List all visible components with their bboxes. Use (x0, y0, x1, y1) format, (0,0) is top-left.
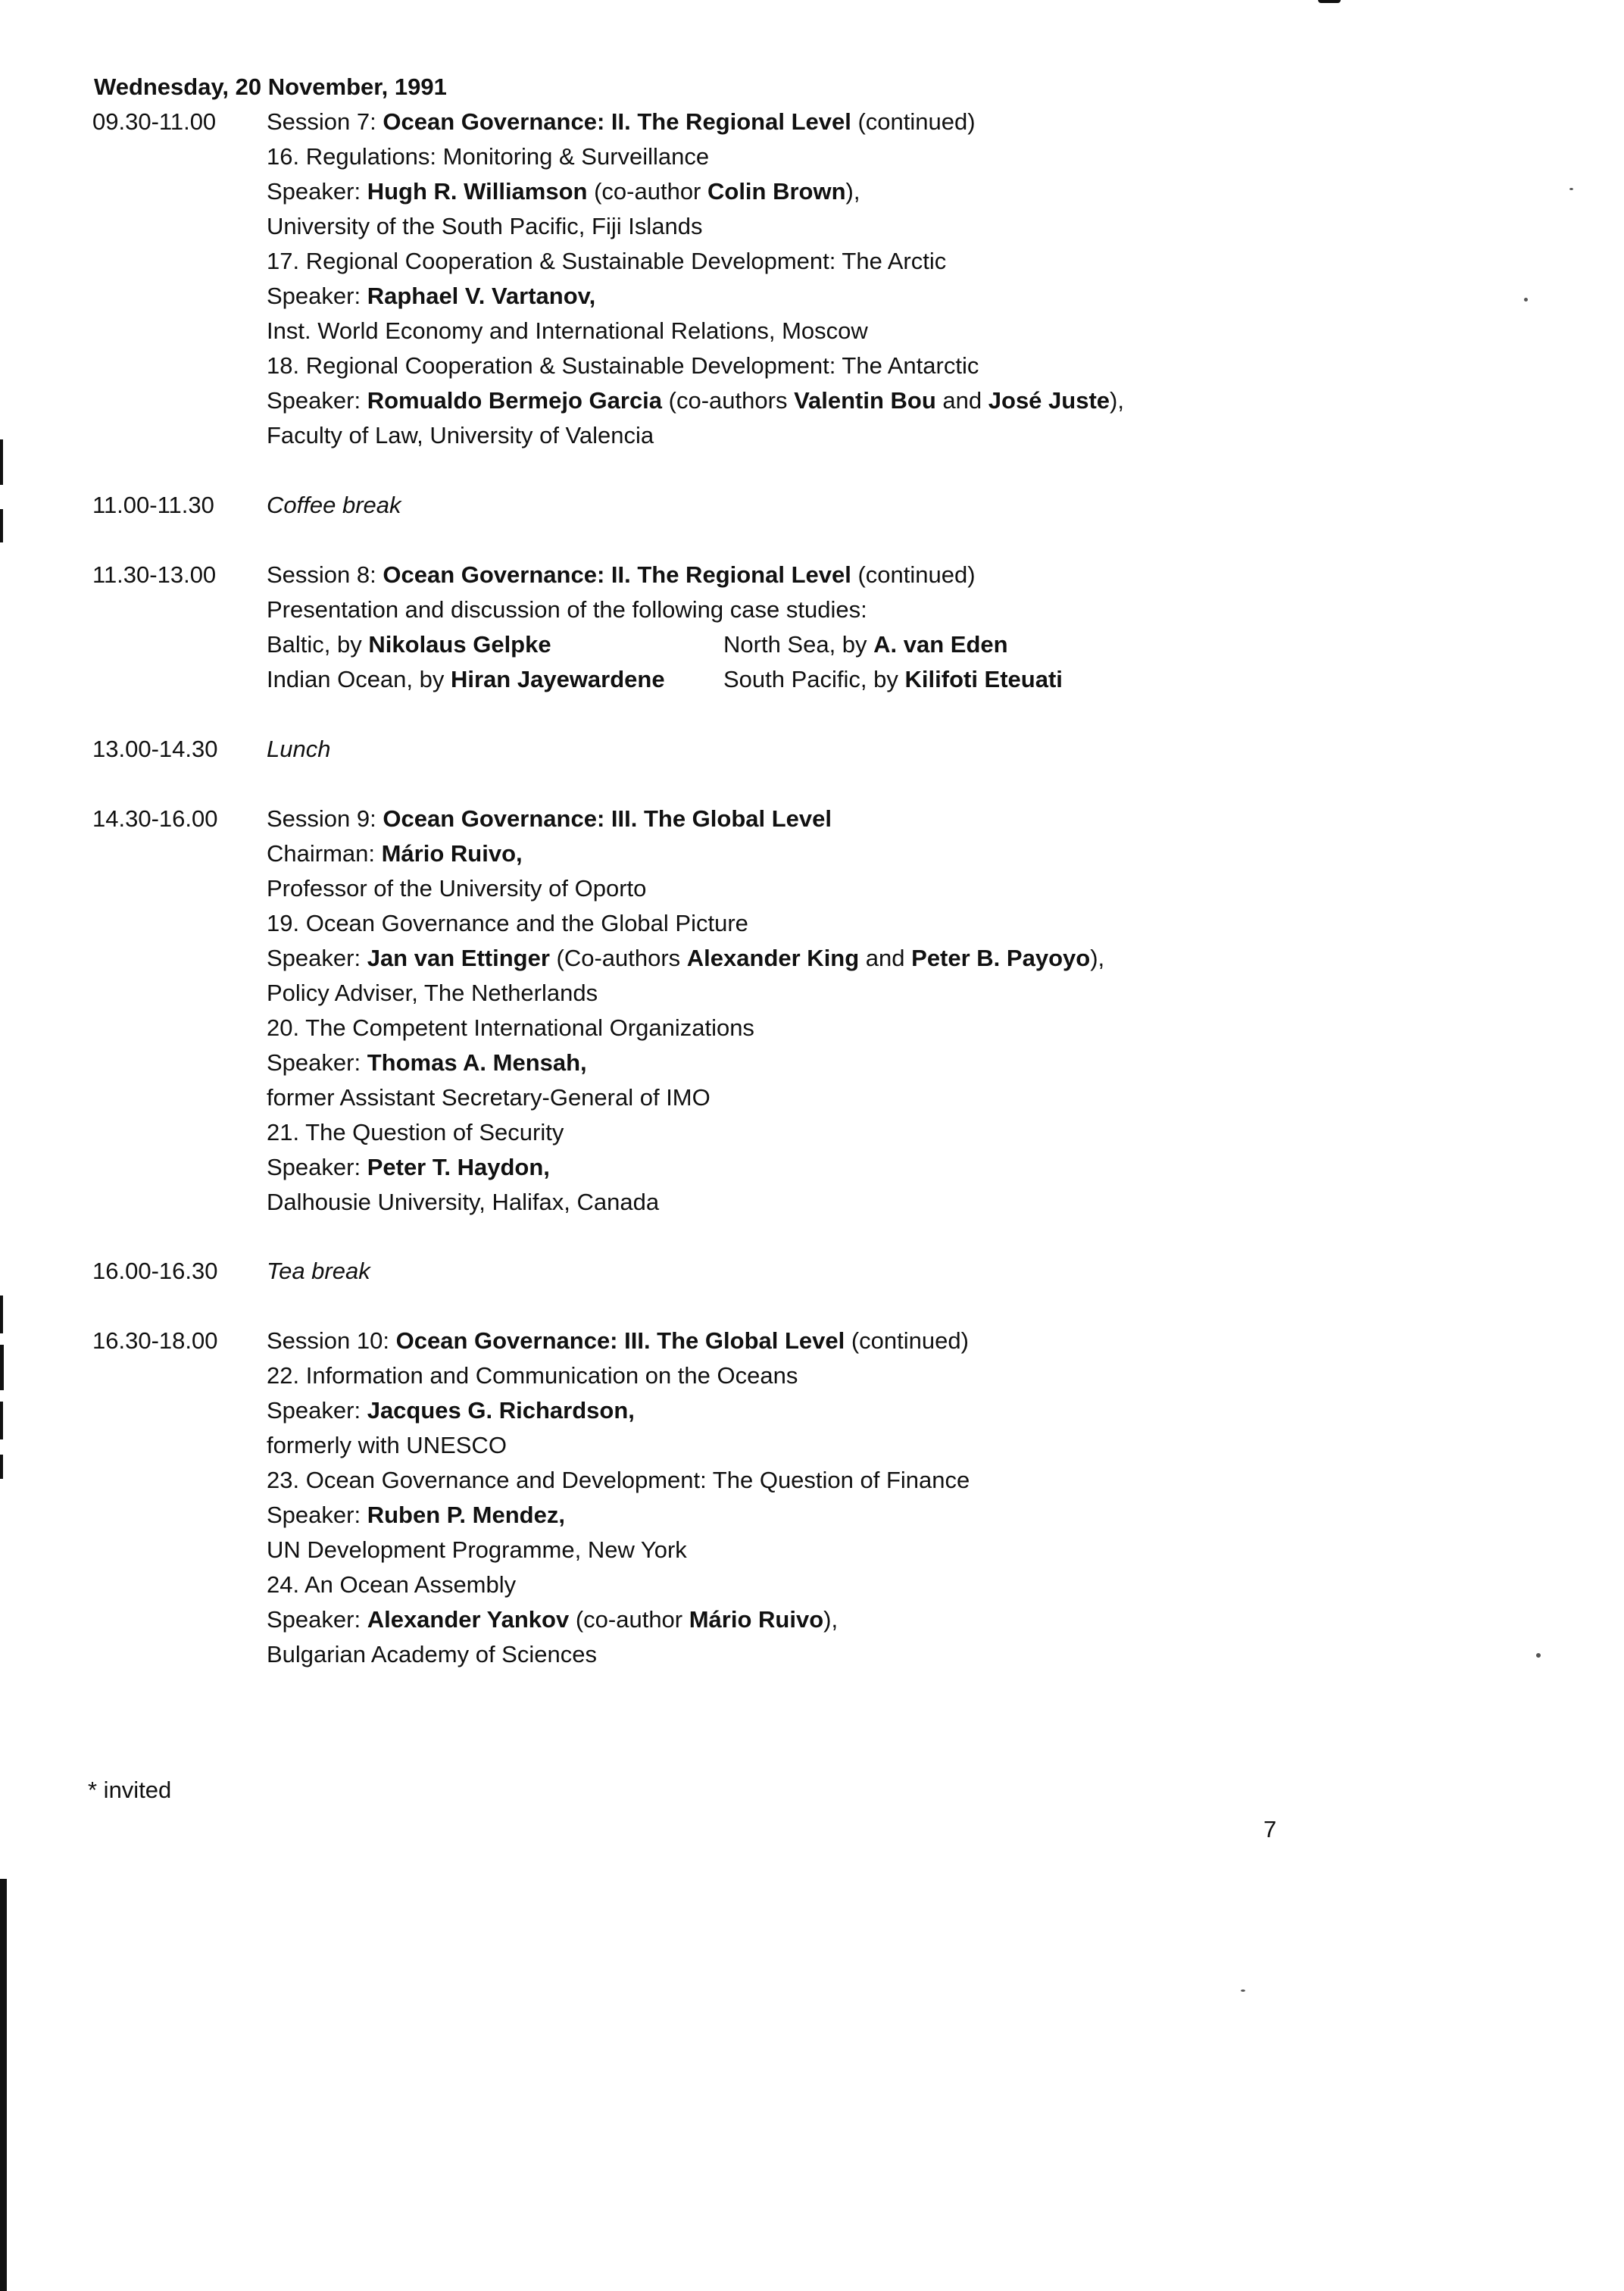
text-run: (continued) (851, 108, 976, 135)
schedule-line (267, 279, 1554, 314)
text-run: UN Development Programme, New York (267, 1536, 687, 1563)
text-run: (co-author (587, 178, 707, 205)
text-run: (continued) (851, 561, 976, 588)
bold-text-run: Ocean Governance: II. The Regional Level (383, 561, 851, 588)
text-run: formerly with UNESCO (267, 1432, 507, 1458)
schedule-line (267, 592, 1554, 627)
session-lines (267, 105, 1554, 453)
session-lines (267, 802, 1554, 1220)
scan-mark (1318, 0, 1341, 3)
schedule-line (267, 383, 1554, 418)
schedule-line (267, 105, 1554, 139)
scan-speck (1241, 1989, 1245, 1992)
text-run: (co-authors (662, 387, 795, 414)
scan-mark (0, 1345, 4, 1390)
time-slot: 09.30-11.00 (92, 108, 217, 135)
text-run: 20. The Competent International Organizations (267, 1014, 754, 1041)
bold-text-run: Mário Ruivo (689, 1606, 824, 1633)
text-run: University of the South Pacific, Fiji Islands (267, 213, 703, 239)
schedule-line (267, 627, 1554, 662)
schedule-line (267, 1185, 1554, 1220)
text-run: Baltic, by (267, 631, 369, 658)
schedule-line (267, 244, 1554, 279)
text-run: 18. Regional Cooperation & Sustainable Development: The Antarctic (267, 352, 979, 379)
scan-speck (1524, 298, 1528, 302)
bold-text-run: Thomas A. Mensah, (367, 1049, 587, 1076)
text-run: 16. Regulations: Monitoring & Surveillance (267, 143, 710, 170)
text-run: Speaker: (267, 178, 367, 205)
text-run: Speaker: (267, 1049, 367, 1076)
bold-text-run: Alexander Yankov (367, 1606, 570, 1633)
schedule-line (267, 1324, 1554, 1358)
schedule-line (267, 802, 1554, 836)
text-run: Inst. World Economy and International Relations, Moscow (267, 317, 868, 344)
text-run: Chairman: (267, 840, 382, 867)
schedule-line (267, 1567, 1554, 1602)
bold-text-run: Ruben P. Mendez, (367, 1502, 565, 1528)
schedule-line (267, 488, 1554, 523)
text-run: ), (1090, 945, 1105, 971)
text-run: Speaker: (267, 1606, 367, 1633)
schedule-line (267, 348, 1554, 383)
text-run: Speaker: (267, 1397, 367, 1424)
session-lines (267, 558, 1554, 697)
bold-text-run: Valentin Bou (794, 387, 936, 414)
time-slot: 13.00-14.30 (92, 736, 218, 762)
text-run: 24. An Ocean Assembly (267, 1571, 517, 1598)
schedule-line (267, 941, 1554, 976)
text-run: Professor of the University of Oporto (267, 875, 647, 902)
scan-mark (0, 509, 3, 542)
schedule-line (267, 1011, 1554, 1045)
schedule-line (267, 1428, 1554, 1463)
schedule-line (267, 174, 1554, 209)
bold-text-run: Mário Ruivo, (381, 840, 523, 867)
session-lines (267, 1254, 1554, 1289)
bold-text-run: Peter T. Haydon, (367, 1154, 550, 1180)
time-slot: 14.30-16.00 (92, 805, 218, 832)
text-run: Speaker: (267, 283, 367, 309)
text-run: Dalhousie University, Halifax, Canada (267, 1189, 660, 1215)
text-run: Session 7: (267, 108, 383, 135)
time-slot: 11.30-13.00 (92, 561, 217, 588)
schedule-line (267, 1080, 1554, 1115)
footnote: * invited (88, 1777, 172, 1803)
text-run: Speaker: (267, 1502, 367, 1528)
schedule-line (267, 1393, 1554, 1428)
schedule-line (267, 1254, 1554, 1289)
text-run: Faculty of Law, University of Valencia (267, 422, 654, 449)
scan-mark (0, 1402, 3, 1439)
time-slot: 11.00-11.30 (92, 492, 214, 518)
schedule-line (267, 976, 1554, 1011)
schedule-line (267, 1498, 1554, 1533)
text-run: South Pacific, by (723, 666, 905, 692)
bold-text-run: A. van Eden (873, 631, 1008, 658)
text-run: Presentation and discussion of the following case studies: (267, 596, 867, 623)
schedule-line (267, 1637, 1554, 1672)
bold-text-run: Hiran Jayewardene (451, 666, 665, 692)
text-run: 22. Information and Communication on the Oceans (267, 1362, 798, 1389)
text-run: 23. Ocean Governance and Development: The Question of Finance (267, 1467, 970, 1493)
italic-text-run: Lunch (267, 736, 331, 762)
schedule-line (267, 1463, 1554, 1498)
scan-speck (1569, 188, 1573, 190)
schedule-line (267, 836, 1554, 871)
bold-text-run: Ocean Governance: III. The Global Level (395, 1327, 845, 1354)
text-run: Session 10: (267, 1327, 396, 1354)
schedule-line (267, 418, 1554, 453)
scan-mark (0, 1455, 3, 1479)
text-run: Speaker: (267, 1154, 367, 1180)
text-run: ), (1110, 387, 1124, 414)
text-run: Session 8: (267, 561, 383, 588)
bold-text-run: Hugh R. Williamson (367, 178, 588, 205)
text-run: (Co-authors (549, 945, 687, 971)
schedule-line (267, 732, 1554, 767)
bold-text-run: Peter B. Payoyo (911, 945, 1091, 971)
bold-text-run: Kilifoti Eteuati (904, 666, 1063, 692)
session-lines (267, 732, 1554, 767)
bold-text-run: Jacques G. Richardson, (367, 1397, 635, 1424)
bold-text-run: Ocean Governance: III. The Global Level (383, 805, 832, 832)
text-run: (co-author (569, 1606, 689, 1633)
text-run: Indian Ocean, by (267, 666, 451, 692)
schedule-line (267, 871, 1554, 906)
schedule-line (267, 906, 1554, 941)
text-run: and (935, 387, 988, 414)
scan-mark (0, 1296, 3, 1333)
schedule-line (267, 1602, 1554, 1637)
text-run: 17. Regional Cooperation & Sustainable Development: The Arctic (267, 248, 947, 274)
text-run: North Sea, by (723, 631, 874, 658)
time-slot: 16.30-18.00 (92, 1327, 218, 1354)
session-lines (267, 1324, 1554, 1672)
case-study-second-column (723, 662, 1063, 697)
text-run: and (859, 945, 912, 971)
schedule-line (267, 1045, 1554, 1080)
italic-text-run: Coffee break (267, 492, 401, 518)
schedule-line (267, 662, 1554, 697)
text-run: 19. Ocean Governance and the Global Picture (267, 910, 748, 936)
scan-mark (0, 439, 3, 485)
scan-speck (1536, 1653, 1541, 1658)
text-run: former Assistant Secretary-General of IMO (267, 1084, 710, 1111)
text-run: (continued) (845, 1327, 969, 1354)
bold-text-run: Alexander King (686, 945, 860, 971)
schedule-line (267, 1115, 1554, 1150)
time-slot: 16.00-16.30 (92, 1258, 218, 1284)
schedule-line (267, 558, 1554, 592)
page-number: 7 (1263, 1816, 1277, 1842)
italic-text-run: Tea break (267, 1258, 370, 1284)
text-run: Bulgarian Academy of Sciences (267, 1641, 597, 1667)
bold-text-run: Jan van Ettinger (367, 945, 550, 971)
case-study-second-column (723, 627, 1008, 662)
bold-text-run: Romualdo Bermejo Garcia (367, 387, 663, 414)
schedule-line (267, 1358, 1554, 1393)
text-run: ), (823, 1606, 839, 1633)
bold-text-run: Colin Brown (707, 178, 846, 205)
bold-text-run: Nikolaus Gelpke (368, 631, 551, 658)
bold-text-run: Ocean Governance: II. The Regional Level (383, 108, 851, 135)
text-run: Policy Adviser, The Netherlands (267, 980, 598, 1006)
schedule-line (267, 1533, 1554, 1567)
schedule-line (267, 1150, 1554, 1185)
text-run: Session 9: (267, 805, 383, 832)
schedule-line (267, 209, 1554, 244)
text-run: Speaker: (267, 387, 367, 414)
bold-text-run: José Juste (988, 387, 1110, 414)
text-run: ), (845, 178, 860, 205)
schedule-line (267, 314, 1554, 348)
scan-mark (0, 1879, 7, 2291)
text-run: Speaker: (267, 945, 367, 971)
bold-text-run: Raphael V. Vartanov, (367, 283, 596, 309)
day-title: Wednesday, 20 November, 1991 (94, 73, 447, 100)
text-run: 21. The Question of Security (267, 1119, 564, 1146)
session-lines (267, 488, 1554, 523)
schedule-line (267, 139, 1554, 174)
